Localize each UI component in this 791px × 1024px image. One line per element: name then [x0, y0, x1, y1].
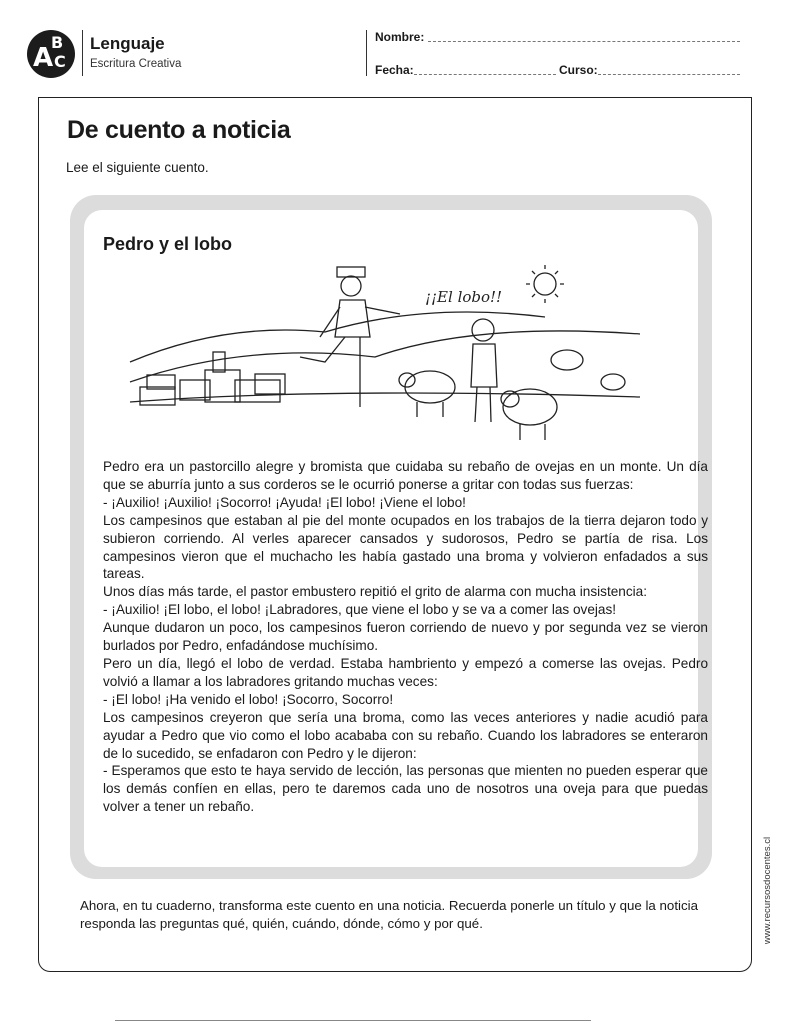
course-label: Curso: [559, 63, 598, 77]
story-title: Pedro y el lobo [103, 234, 233, 254]
story-paragraph: - ¡Auxilio! ¡Auxilio! ¡Socorro! ¡Ayuda! ¡El lobo! ¡Viene el lobo! [103, 494, 466, 510]
story-illustration [125, 262, 645, 452]
header-divider [82, 30, 83, 76]
logo-letter-c: C [54, 52, 66, 71]
bottom-divider [115, 1020, 591, 1021]
course-field[interactable] [598, 74, 740, 75]
date-label: Fecha: [375, 63, 414, 77]
story-paragraph: - ¡Auxilio! ¡El lobo, el lobo! ¡Labradores, que viene el lobo y se va a comer las ovejas! [103, 602, 617, 618]
story-paragraph: Pero un día, llegó el lobo de verdad. Estaba hambriento y empezó a comerse las ovejas. Pedro volvió a llamar a los labradores gritando muchas veces: [103, 655, 708, 689]
name-label: Nombre: [375, 30, 425, 44]
story-paragraph: Unos días más tarde, el pastor embustero repitió el grito de alarma con mucha insistencia: [103, 584, 648, 600]
name-field[interactable] [428, 41, 740, 42]
abc-logo-icon [27, 30, 75, 78]
worksheet-header [0, 0, 791, 95]
story-paragraph: - ¡El lobo! ¡Ha venido el lobo! ¡Socorro, Socorro! [103, 691, 394, 707]
story-text [103, 458, 708, 816]
story-paragraph: Los campesinos creyeron que sería una broma, como las veces anteriores y nadie acudió para ayudar a Pedro que vio como el lobo acababa con su rebaño. Cuando los labradores se enteraron de lo sucedido, se enfadaron con Pedro y le dijeron: [103, 709, 708, 761]
page-title: De cuento a noticia [67, 116, 291, 144]
story-paragraph: Los campesinos que estaban al pie del monte ocupados en los trabajos de la tierra dejaron todo y subieron corriendo. Al verles aparecer cansados y sudorosos, Pedro se partía de risa. Los campesinos vieron que el muchacho les había gastado una broma y volvieron enfadados a sus tareas. [103, 512, 708, 582]
website-credit [757, 830, 771, 955]
subject-subtitle: Escritura Creativa [90, 58, 182, 70]
story-paragraph: Aunque dudaron un poco, los campesinos fueron corriendo de nuevo y por segunda vez se vieron burlados por Pedro, enfadándose muchísimo. [103, 620, 708, 654]
instruction-text: Lee el siguiente cuento. [66, 160, 209, 175]
header-divider [366, 30, 367, 76]
pedro-running-figure-icon [300, 267, 400, 407]
date-field[interactable] [414, 74, 556, 75]
website-credit-text: www.recursosdocentes.cl [762, 836, 773, 945]
story-paragraph: - Esperamos que esto te haya servido de lección, las personas que mienten no pueden esperar que los demás confíen en ellas, pero te daremos cada uno de nosotros una oveja para que puedas volver a tener un rebaño. [103, 763, 708, 815]
subject-title: Lenguaje [90, 34, 165, 53]
story-paragraph: Pedro era un pastorcillo alegre y bromista que cuidaba su rebaño de ovejas en un monte. Un día que se aburría junto a sus corderos se le ocurrió ponerse a gritar con todas sus fuerzas: [103, 459, 708, 492]
task-instruction: Ahora, en tu cuaderno, transforma este cuento en una noticia. Recuerda ponerle un título y que la noticia responda las preguntas qué, quién, cuándo, dónde, cómo y por qué. [80, 898, 698, 931]
logo-letter-a: A [33, 43, 54, 73]
logo-letter-b: B [51, 33, 64, 52]
illustration-shout: ¡¡El lobo!! [425, 288, 503, 306]
